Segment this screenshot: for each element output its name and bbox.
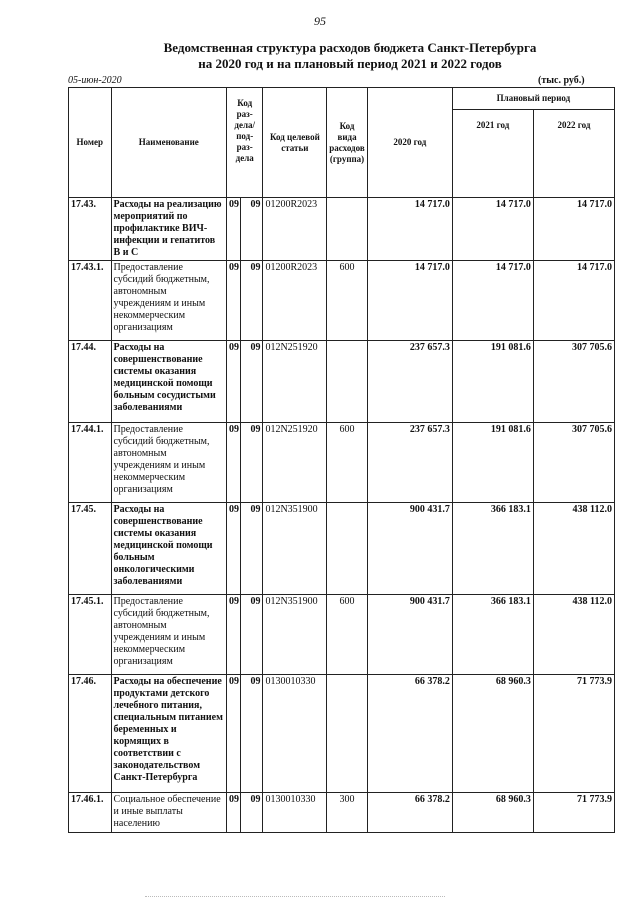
document-title: [70, 40, 630, 72]
row-amount-2022: 14 717.0: [533, 261, 614, 341]
row-target-article: 012N251920: [263, 341, 327, 423]
row-razdel: 09: [227, 341, 241, 423]
table-row: [69, 198, 615, 261]
row-razdel: 09: [227, 595, 241, 675]
row-amount-2021: 68 960.3: [452, 675, 533, 793]
row-amount-2021: 191 081.6: [452, 341, 533, 423]
row-amount-2020: 900 431.7: [367, 503, 452, 595]
table-row: [69, 341, 615, 423]
row-razdel: 09: [227, 198, 241, 261]
row-number: 17.45.1.: [69, 595, 112, 675]
title-line-1: Ведомственная структура расходов бюджета Санкт-Петербурга: [163, 40, 537, 55]
page-number: 95: [314, 14, 326, 28]
row-expense-type: 300: [327, 793, 368, 833]
row-razdel: 09: [227, 423, 241, 503]
row-amount-2021: 14 717.0: [452, 198, 533, 261]
row-number: 17.43.: [69, 198, 112, 261]
row-expense-type: [327, 341, 368, 423]
header-target-article: Код целевой статьи: [263, 88, 327, 198]
row-amount-2022: 71 773.9: [533, 793, 614, 833]
row-amount-2021: 68 960.3: [452, 793, 533, 833]
row-name: Предоставление субсидий бюджетным, автономным учреждениям и иным некоммерческим организациям: [111, 261, 226, 341]
row-amount-2020: 14 717.0: [367, 261, 452, 341]
row-amount-2021: 366 183.1: [452, 595, 533, 675]
table-row: [69, 261, 615, 341]
row-amount-2020: 237 657.3: [367, 423, 452, 503]
row-number: 17.46.1.: [69, 793, 112, 833]
row-name: Расходы на совершенствование системы оказания медицинской помощи больным сосудистыми заболеваниями: [111, 341, 226, 423]
row-amount-2022: 307 705.6: [533, 341, 614, 423]
row-amount-2022: 71 773.9: [533, 675, 614, 793]
header-number: Номер: [69, 88, 112, 198]
row-amount-2021: 14 717.0: [452, 261, 533, 341]
header-2022: 2022 год: [533, 110, 614, 198]
row-expense-type: [327, 198, 368, 261]
row-number: 17.44.1.: [69, 423, 112, 503]
document-date: 05-июн-2020: [68, 75, 122, 86]
row-amount-2022: 307 705.6: [533, 423, 614, 503]
row-podrazdel: 09: [241, 261, 263, 341]
row-amount-2022: 438 112.0: [533, 595, 614, 675]
header-2021: 2021 год: [452, 110, 533, 198]
row-name: Предоставление субсидий бюджетным, автономным учреждениям и иным некоммерческим организациям: [111, 595, 226, 675]
table-row: [69, 675, 615, 793]
row-amount-2020: 14 717.0: [367, 198, 452, 261]
row-target-article: 012N251920: [263, 423, 327, 503]
table-row: [69, 503, 615, 595]
row-target-article: 0130010330: [263, 793, 327, 833]
row-podrazdel: 09: [241, 675, 263, 793]
row-target-article: 01200R2023: [263, 261, 327, 341]
budget-table: [68, 87, 615, 833]
row-target-article: 012N351900: [263, 503, 327, 595]
row-number: 17.44.: [69, 341, 112, 423]
table-row: [69, 595, 615, 675]
row-target-article: 0130010330: [263, 675, 327, 793]
row-name: Расходы на обеспечение продуктами детского лечебного питания, специальным питанием беременных и кормящих в соответствии с законодательством Санкт-Петербурга: [111, 675, 226, 793]
header-name: Наименование: [111, 88, 226, 198]
row-name: Предоставление субсидий бюджетным, автономным учреждениям и иным некоммерческим организациям: [111, 423, 226, 503]
footer-scan-line: [145, 896, 445, 899]
row-name: Социальное обеспечение и иные выплаты населению: [111, 793, 226, 833]
row-name: Расходы на реализацию мероприятий по профилактике ВИЧ-инфекции и гепатитов В и С: [111, 198, 226, 261]
table-row: [69, 793, 615, 833]
row-expense-type: 600: [327, 423, 368, 503]
header-expense-type: Код вида расходов (группа): [327, 88, 368, 198]
row-number: 17.43.1.: [69, 261, 112, 341]
row-razdel: 09: [227, 793, 241, 833]
header-2020: 2020 год: [367, 88, 452, 198]
row-podrazdel: 09: [241, 341, 263, 423]
row-amount-2022: 14 717.0: [533, 198, 614, 261]
row-podrazdel: 09: [241, 198, 263, 261]
row-podrazdel: 09: [241, 595, 263, 675]
row-target-article: 012N351900: [263, 595, 327, 675]
row-number: 17.46.: [69, 675, 112, 793]
row-name: Расходы на совершенствование системы оказания медицинской помощи больным онкологическими заболеваниями: [111, 503, 226, 595]
table-row: [69, 423, 615, 503]
row-razdel: 09: [227, 261, 241, 341]
row-amount-2020: 66 378.2: [367, 793, 452, 833]
row-podrazdel: 09: [241, 423, 263, 503]
row-amount-2021: 191 081.6: [452, 423, 533, 503]
row-amount-2022: 438 112.0: [533, 503, 614, 595]
title-line-2: на 2020 год и на плановый период 2021 и 2022 годов: [198, 56, 502, 71]
units-label: (тыс. руб.): [538, 75, 585, 86]
row-amount-2021: 366 183.1: [452, 503, 533, 595]
row-expense-type: 600: [327, 261, 368, 341]
row-expense-type: [327, 675, 368, 793]
row-amount-2020: 237 657.3: [367, 341, 452, 423]
row-expense-type: [327, 503, 368, 595]
header-razdel: Код раз-дела/ под-раз-дела: [227, 88, 263, 198]
row-target-article: 01200R2023: [263, 198, 327, 261]
row-expense-type: 600: [327, 595, 368, 675]
row-razdel: 09: [227, 503, 241, 595]
row-amount-2020: 66 378.2: [367, 675, 452, 793]
row-podrazdel: 09: [241, 503, 263, 595]
row-razdel: 09: [227, 675, 241, 793]
row-amount-2020: 900 431.7: [367, 595, 452, 675]
row-number: 17.45.: [69, 503, 112, 595]
header-plan-period: Плановый период: [452, 88, 614, 110]
row-podrazdel: 09: [241, 793, 263, 833]
